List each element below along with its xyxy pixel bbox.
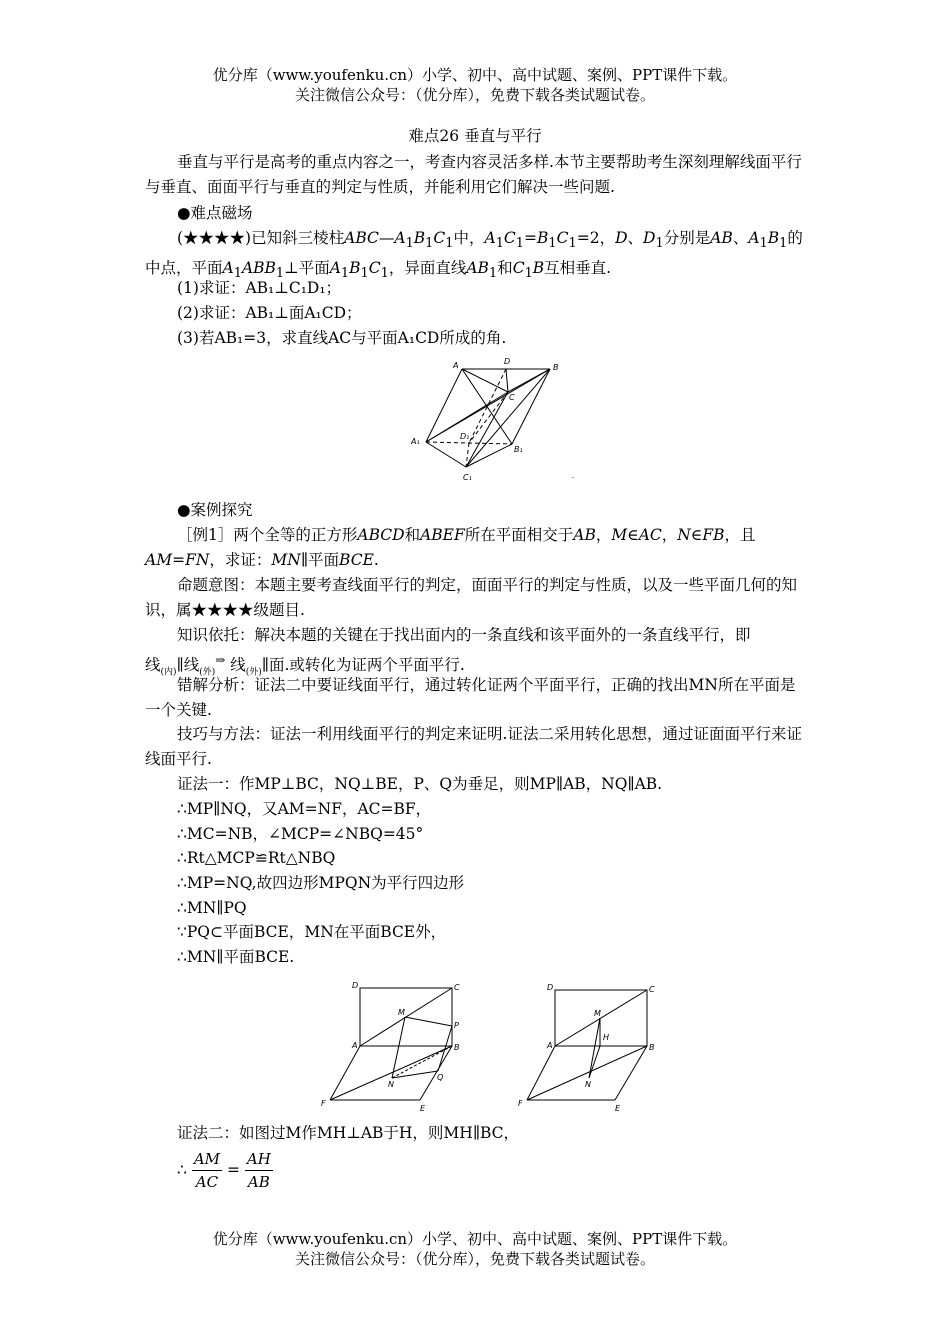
fig2-label-A: A: [352, 1041, 358, 1050]
proof1-line-3: ∴MC=NB，∠MCP=∠NBQ=45°: [177, 825, 424, 843]
page-footer-line2: 关注微信公众号：（优分库），免费下载各类试题试卷。: [294, 1250, 655, 1268]
proof2-fraction-line: ∴ $\frac{AM}{AC}$ = $\frac{AH}{AB}$: [177, 1150, 271, 1191]
proof1-line-1: 证法一：作MP⊥BC，NQ⊥BE，P、Q为垂足，则MP∥AB，NQ∥AB.: [177, 775, 663, 793]
fig2-label-Q: Q: [437, 1073, 444, 1082]
knowledge-formula: 线$_{(内)}$∥线$_{(外)}$⇒ 线$_{(外)}$∥面.或转化为证两个平面平行.: [145, 653, 465, 678]
fig1-label-B1: B₁: [514, 445, 523, 454]
fraction-left: $\frac{AM}{AC}$: [193, 1150, 221, 1191]
fig1-dot: .: [572, 471, 575, 480]
proof1-line-5: ∴MP=NQ,故四边形MPQN为平行四边形: [177, 874, 465, 892]
fig3-label-M: M: [594, 1009, 601, 1018]
fig3-label-B: B: [649, 1043, 655, 1052]
page-header-line1: 优分库（www.youfenku.cn）小学、初中、高中试题、案例、PPT课件下载。: [212, 66, 738, 84]
fig3-label-N: N: [585, 1080, 591, 1089]
problem-statement: (★★★★)已知斜三棱柱$ABC—A_1B_1C_1$中，$A_1C_1=B_1C_1=2$，D、$D_1$分别是AB、$A_1B_1$的中点，平面$A_1ABB_1\perp$平面$A_1B_1C_1$，异面直线$AB_1$和$C_1B$互相垂直.: [145, 229, 803, 282]
fig1-label-A1: A₁: [411, 437, 420, 446]
proof1-line-7: ∵PQ⊂平面BCE，MN在平面BCE外，: [177, 923, 447, 941]
section-title: 难点26 垂直与平行: [408, 127, 542, 145]
star-rating: (★★★★): [177, 229, 252, 247]
example-statement: ［例1］两个全等的正方形ABCD和ABEF所在平面相交于AB，M∈AC，N∈FB，且AM=FN，求证：MN∥平面BCE.: [145, 526, 756, 569]
fig1-label-D: D: [504, 357, 511, 366]
question-2: (2)求证：AB₁⊥面A₁CD；: [177, 304, 362, 322]
fig1-label-A: A: [453, 361, 459, 370]
page-footer-line1: 优分库（www.youfenku.cn）小学、初中、高中试题、案例、PPT课件下载。: [212, 1230, 738, 1248]
fig3-label-F: F: [518, 1099, 523, 1108]
knowledge-paragraph: 知识依托：解决本题的关键在于找出面内的一条直线和该平面外的一条直线平行，即: [177, 626, 751, 644]
fig2-label-F: F: [321, 1099, 326, 1108]
fig3-label-C: C: [649, 985, 655, 994]
fig2-label-E: E: [420, 1104, 426, 1113]
proof1-line-4: ∴Rt△MCP≌Rt△NBQ: [177, 849, 336, 867]
fig2-label-P: P: [454, 1021, 459, 1030]
section-heading-cases: ●案例探究: [177, 501, 253, 519]
prism-figure: [400, 352, 590, 487]
fig3-label-H: H: [603, 1033, 610, 1042]
squares-figure-1: [315, 978, 485, 1118]
intent-paragraph: 命题意图：本题主要考查线面平行的判定，面面平行的判定与性质，以及一些平面几何的知识，属★★★★级题目.: [145, 576, 798, 619]
fig1-label-C1: C₁: [463, 473, 472, 482]
fig1-label-B: B: [553, 363, 559, 372]
fraction-right: $\frac{AH}{AB}$: [246, 1150, 271, 1191]
proof1-line-2: ∴MP∥NQ，又AM=NF，AC=BF，: [177, 800, 432, 818]
fig2-label-D: D: [352, 981, 359, 990]
question-1: (1)求证：AB₁⊥C₁D₁；: [177, 279, 342, 297]
fig2-label-B: B: [454, 1043, 460, 1052]
fig2-label-N: N: [388, 1080, 394, 1089]
proof1-line-8: ∴MN∥平面BCE.: [177, 948, 295, 966]
fig2-label-C: C: [454, 983, 460, 992]
intro-paragraph: 垂直与平行是高考的重点内容之一，考查内容灵活多样.本节主要帮助考生深刻理解线面平行与垂直、面面平行与垂直的判定与性质，并能利用它们解决一些问题.: [145, 153, 802, 196]
question-3: (3)若AB₁=3，求直线AC与平面A₁CD所成的角.: [177, 329, 507, 347]
proof1-line-6: ∴MN∥PQ: [177, 899, 247, 917]
fig1-label-D1: D₁: [460, 432, 470, 441]
fig3-label-E: E: [615, 1104, 621, 1113]
error-analysis-paragraph: 错解分析：证法二中要证线面平行，通过转化证两个平面平行，正确的找出MN所在平面是一个关键.: [145, 676, 796, 719]
squares-figure-2: [510, 978, 680, 1118]
fig3-label-D: D: [547, 983, 554, 992]
method-paragraph: 技巧与方法：证法一利用线面平行的判定来证明.证法二采用转化思想，通过证面面平行来证线面平行.: [145, 725, 802, 768]
fig2-label-M: M: [398, 1008, 405, 1017]
fig3-label-A: A: [547, 1041, 553, 1050]
section-heading-difficulty: ●难点磁场: [177, 204, 253, 222]
proof2-line-1: 证法二：如图过M作MH⊥AB于H，则MH∥BC，: [177, 1124, 520, 1142]
fig1-label-C: C: [509, 393, 515, 402]
page-header-line2: 关注微信公众号：（优分库），免费下载各类试题试卷。: [294, 86, 655, 104]
